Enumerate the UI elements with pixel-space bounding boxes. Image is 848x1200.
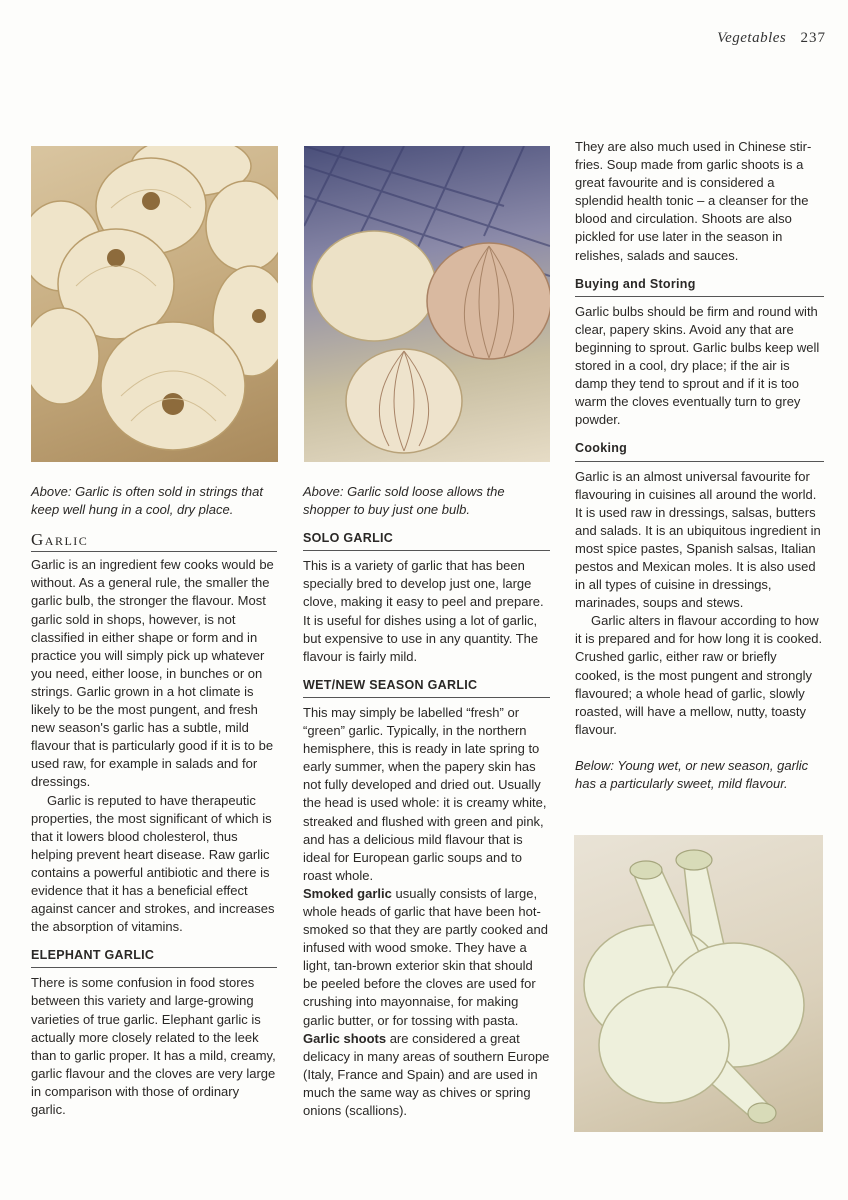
elephant-garlic-paragraph: There is some confusion in food stores between this variety and large-growing varieties of true garlic. Elephant garlic is actually more closely related to the leek than to garlic proper. It has a mild, creamy, garlic flavour and the cloves are very large in comparison with those of ordinary garlic. xyxy=(31,975,276,1117)
page-number: 237 xyxy=(800,30,826,46)
wet-garlic-paragraph: This may simply be labelled “fresh” or “green” garlic. Typically, in the northern hemisphere, this is ready in late spring to early summer, when the papery skin has not fully developed and dried out. Usually the head is used whole: it is creamy white, streaked and flushed with green and pink, and has a delicious mild flavour that is ideal for European garlic soups and to roast whole. xyxy=(303,704,547,883)
loose-garlic-photo xyxy=(304,146,550,462)
photo-caption-right: Below: Young wet, or new season, garlic has a particularly sweet, mild flavour. xyxy=(575,757,809,791)
solo-garlic-paragraph: This is a variety of garlic that has been specially bred to develop just one, large clove, making it easy to peel and prepare. It is useful for dishes using a lot of garlic, but expensive to use in any quantity. The flavour is fairly mild. xyxy=(303,558,544,664)
garlic-string-photo xyxy=(31,146,278,462)
garlic-paragraph-1: Garlic is an ingredient few cooks would be without. As a general rule, the smaller the garlic bulb, the stronger the flavour. Most garlic sold in shops, however, is not classified in either shape or form and in practice you will simply pick up whatever you need, either loose, in bunches or on strings. Garlic grown in a hot climate is likely to be the most pungent, and fresh new season's garlic has a subtle, mild flavour that is particularly good if it is to be used raw, for example in salads and for dressings. xyxy=(31,557,274,790)
buying-storing-heading: Buying and Storing xyxy=(575,275,824,297)
running-head xyxy=(717,30,826,47)
smoked-garlic-term: Smoked garlic xyxy=(303,885,392,901)
section-title: Vegetables xyxy=(717,30,787,46)
new-season-garlic-photo xyxy=(574,835,823,1132)
elephant-garlic-heading: ELEPHANT GARLIC xyxy=(31,946,277,968)
left-column xyxy=(31,483,277,1119)
garlic-shoots-text: are considered a great delicacy in many areas of southern Europe (Italy, France and Spain) and are used in much the same way as chives or spring onions (scallions). xyxy=(303,1030,550,1118)
cooking-heading: Cooking xyxy=(575,439,824,461)
right-column xyxy=(575,138,824,793)
cooking-paragraph-2: Garlic alters in flavour according to how it is prepared and for how long it is cooked. Crushed garlic, either raw or briefly cooked, is the most pungent and strongly flavoured; a whole head of garlic, slowly roasted, will have a mellow, nutty, toasty flavour. xyxy=(575,613,823,737)
smoked-garlic-paragraph xyxy=(303,885,550,1030)
solo-garlic-heading: SOLO GARLIC xyxy=(303,529,550,551)
smoked-garlic-text: usually consists of large, whole heads of garlic that have been hot-smoked so that they are partly cooked and infused with wood smoke. They have a light, tan-brown exterior skin that should be peeled before the cloves are used for crushing into mayonnaise, for making garlic butter, or for tossing with pasta. xyxy=(303,885,548,1028)
wet-garlic-heading: WET/NEW SEASON GARLIC xyxy=(303,676,550,698)
cooking-paragraph-1: Garlic is an almost universal favourite for flavouring in cuisines all around the world. It is used raw in dressings, salsas, butters and salads. It is an ubiquitous ingredient in most spice pastes, Spanish salsas, Italian pestos and Mexican moles. It is also used in all types of cuisine in dressings, marinades, soups and stews. xyxy=(575,468,821,611)
garlic-shoots-term: Garlic shoots xyxy=(303,1030,387,1046)
buying-storing-paragraph: Garlic bulbs should be firm and round with clear, papery skins. Avoid any that are beginning to sprout. Garlic bulbs keep well stored in a cool, dry place; if the air is damp they tend to sprout and if it is too warm the cloves eventually turn to grey powder. xyxy=(575,303,820,428)
photo-caption-middle: Above: Garlic sold loose allows the shopper to buy just one bulb. xyxy=(303,484,505,518)
garlic-paragraph-2: Garlic is reputed to have therapeutic properties, the most significant of which is that it lowers blood cholesterol, thus helping prevent heart disease. Raw garlic contains a powerful antibiotic and there is evidence that it has a beneficial effect against cancer and strokes, and increases the absorption of vitamins. xyxy=(31,792,275,935)
shoots-continued-paragraph: They are also much used in Chinese stir-fries. Soup made from garlic shoots is a great favourite and is considered a splendid health tonic – a cleanser for the blood and circulation. Shoots are also pickled for use later in the season in relishes, salads and sauces. xyxy=(575,139,812,263)
middle-column xyxy=(303,483,550,1120)
garlic-heading: Garlic xyxy=(31,531,277,552)
photo-caption-left: Above: Garlic is often sold in strings that keep well hung in a cool, dry place. xyxy=(31,484,263,518)
garlic-shoots-paragraph xyxy=(303,1030,550,1120)
